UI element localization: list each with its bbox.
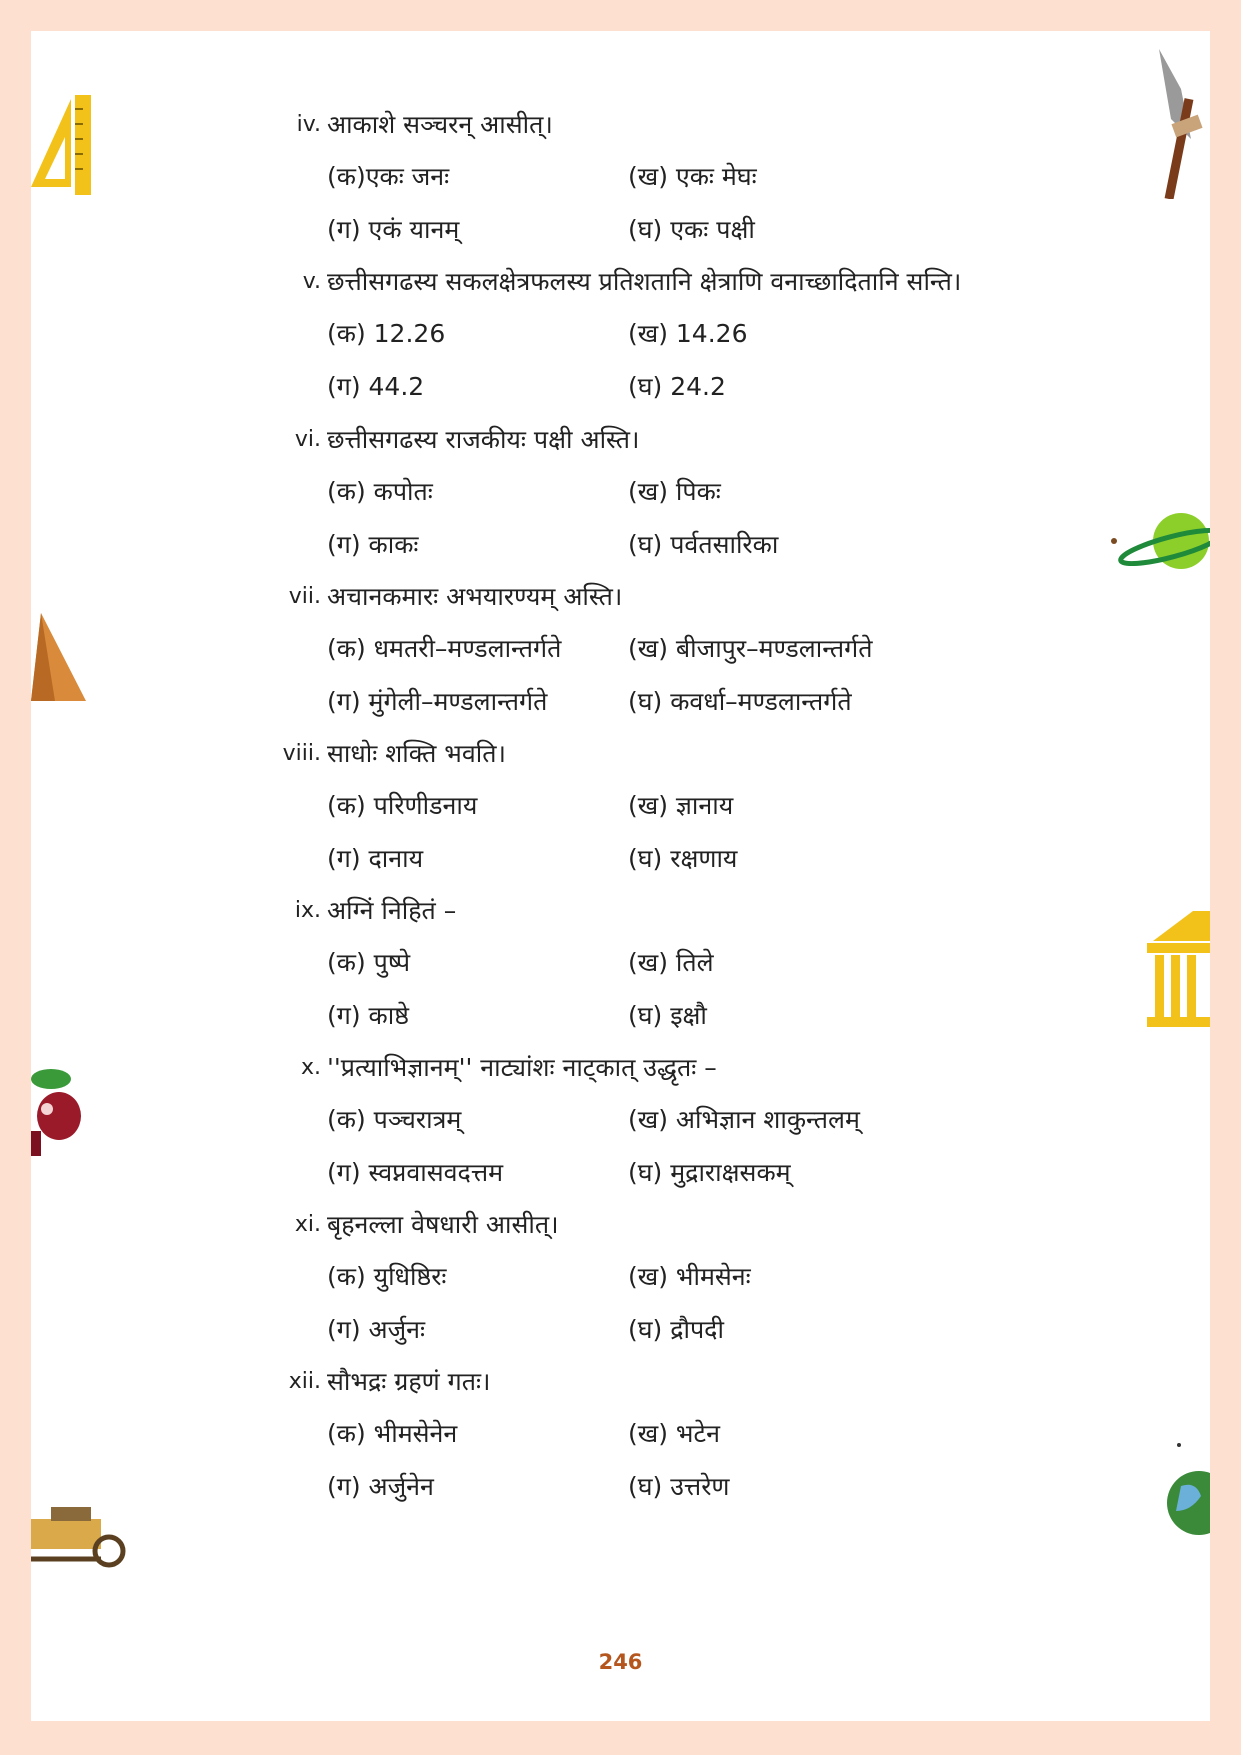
question-item [31, 1049, 1210, 1209]
option-ka: (क) धमतरी–मण्डलान्तर्गते [327, 634, 562, 663]
option-kha: (ख) पिकः [628, 477, 721, 506]
question-text: छत्तीसगढस्य सकलक्षेत्रफलस्य प्रतिशतानि क्षेत्राणि वनाच्छादितानि सन्ति। [327, 267, 962, 296]
option-ka: (क) पञ्चरात्रम् [327, 1105, 462, 1134]
question-item [31, 106, 1210, 266]
question-number: v. [302, 269, 321, 294]
question-text: अग्निं निहितं – [327, 896, 457, 925]
question-item [31, 1206, 1210, 1366]
option-gha: (घ) कवर्धा–मण्डलान्तर्गते [628, 687, 852, 716]
option-gha: (घ) द्रौपदी [628, 1315, 724, 1344]
question-item [31, 735, 1210, 895]
option-kha: (ख) तिले [628, 948, 714, 977]
option-gha: (घ) 24.2 [628, 372, 726, 401]
option-ga: (ग) मुंगेली–मण्डलान्तर्गते [327, 687, 548, 716]
option-ga: (ग) दानाय [327, 844, 424, 873]
option-kha: (ख) भीमसेनः [628, 1262, 751, 1291]
question-text: छत्तीसगढस्य राजकीयः पक्षी अस्ति। [327, 425, 640, 454]
question-item [31, 892, 1210, 1052]
option-kha: (ख) एकः मेघः [628, 162, 757, 191]
option-gha: (घ) उत्तरेण [628, 1472, 730, 1501]
question-number: ix. [294, 898, 321, 923]
option-gha: (घ) पर्वतसारिका [628, 530, 779, 559]
option-ka: (क)एकः जनः [327, 162, 450, 191]
option-kha: (ख) अभिज्ञान शाकुन्तलम् [628, 1105, 860, 1134]
page-number: 246 [598, 1650, 643, 1674]
question-text: अचानकमारः अभयारण्यम् अस्ति। [327, 582, 623, 611]
question-number: xi. [294, 1212, 321, 1237]
question-text: आकाशे सञ्चरन् आसीत्। [327, 110, 553, 139]
question-number: vii. [288, 584, 321, 609]
question-text: ''प्रत्याभिज्ञानम्'' नाट्यांशः नाट्कात् उद्धृतः – [327, 1053, 717, 1082]
option-gha: (घ) एकः पक्षी [628, 215, 755, 244]
option-ga: (ग) काष्ठे [327, 1001, 409, 1030]
option-ka: (क) पुष्पे [327, 948, 411, 977]
question-item [31, 1363, 1210, 1523]
option-ka: (क) कपोतः [327, 477, 433, 506]
option-kha: (ख) भटेन [628, 1419, 720, 1448]
option-ka: (क) युधिष्ठिरः [327, 1262, 447, 1291]
option-ka: (क) भीमसेनेन [327, 1419, 458, 1448]
question-number: viii. [282, 741, 321, 766]
question-item [31, 421, 1210, 581]
option-ga: (ग) काकः [327, 530, 419, 559]
question-number: vi. [294, 427, 321, 452]
option-kha: (ख) ज्ञानाय [628, 791, 734, 820]
option-ka: (क) 12.26 [327, 319, 446, 348]
question-item [31, 263, 1210, 423]
option-gha: (घ) मुद्राराक्षसकम् [628, 1158, 791, 1187]
option-kha: (ख) 14.26 [628, 319, 748, 348]
page [31, 31, 1210, 1721]
question-text: साधोः शक्ति भवति। [327, 739, 506, 768]
option-gha: (घ) इक्षौ [628, 1001, 707, 1030]
option-gha: (घ) रक्षणाय [628, 844, 738, 873]
option-kha: (ख) बीजापुर–मण्डलान्तर्गते [628, 634, 873, 663]
question-number: xii. [288, 1369, 321, 1394]
option-ga: (ग) एकं यानम् [327, 215, 460, 244]
option-ga: (ग) अर्जुनेन [327, 1472, 434, 1501]
question-number: iv. [296, 112, 321, 137]
question-number: x. [300, 1055, 321, 1080]
question-text: सौभद्रः ग्रहणं गतः। [327, 1367, 491, 1396]
question-item [31, 578, 1210, 738]
option-ga: (ग) 44.2 [327, 372, 425, 401]
question-text: बृहनल्ला वेषधारी आसीत्। [327, 1210, 559, 1239]
option-ka: (क) परिणीडनाय [327, 791, 478, 820]
option-ga: (ग) स्वप्नवासवदत्तम [327, 1158, 504, 1187]
option-ga: (ग) अर्जुनः [327, 1315, 426, 1344]
